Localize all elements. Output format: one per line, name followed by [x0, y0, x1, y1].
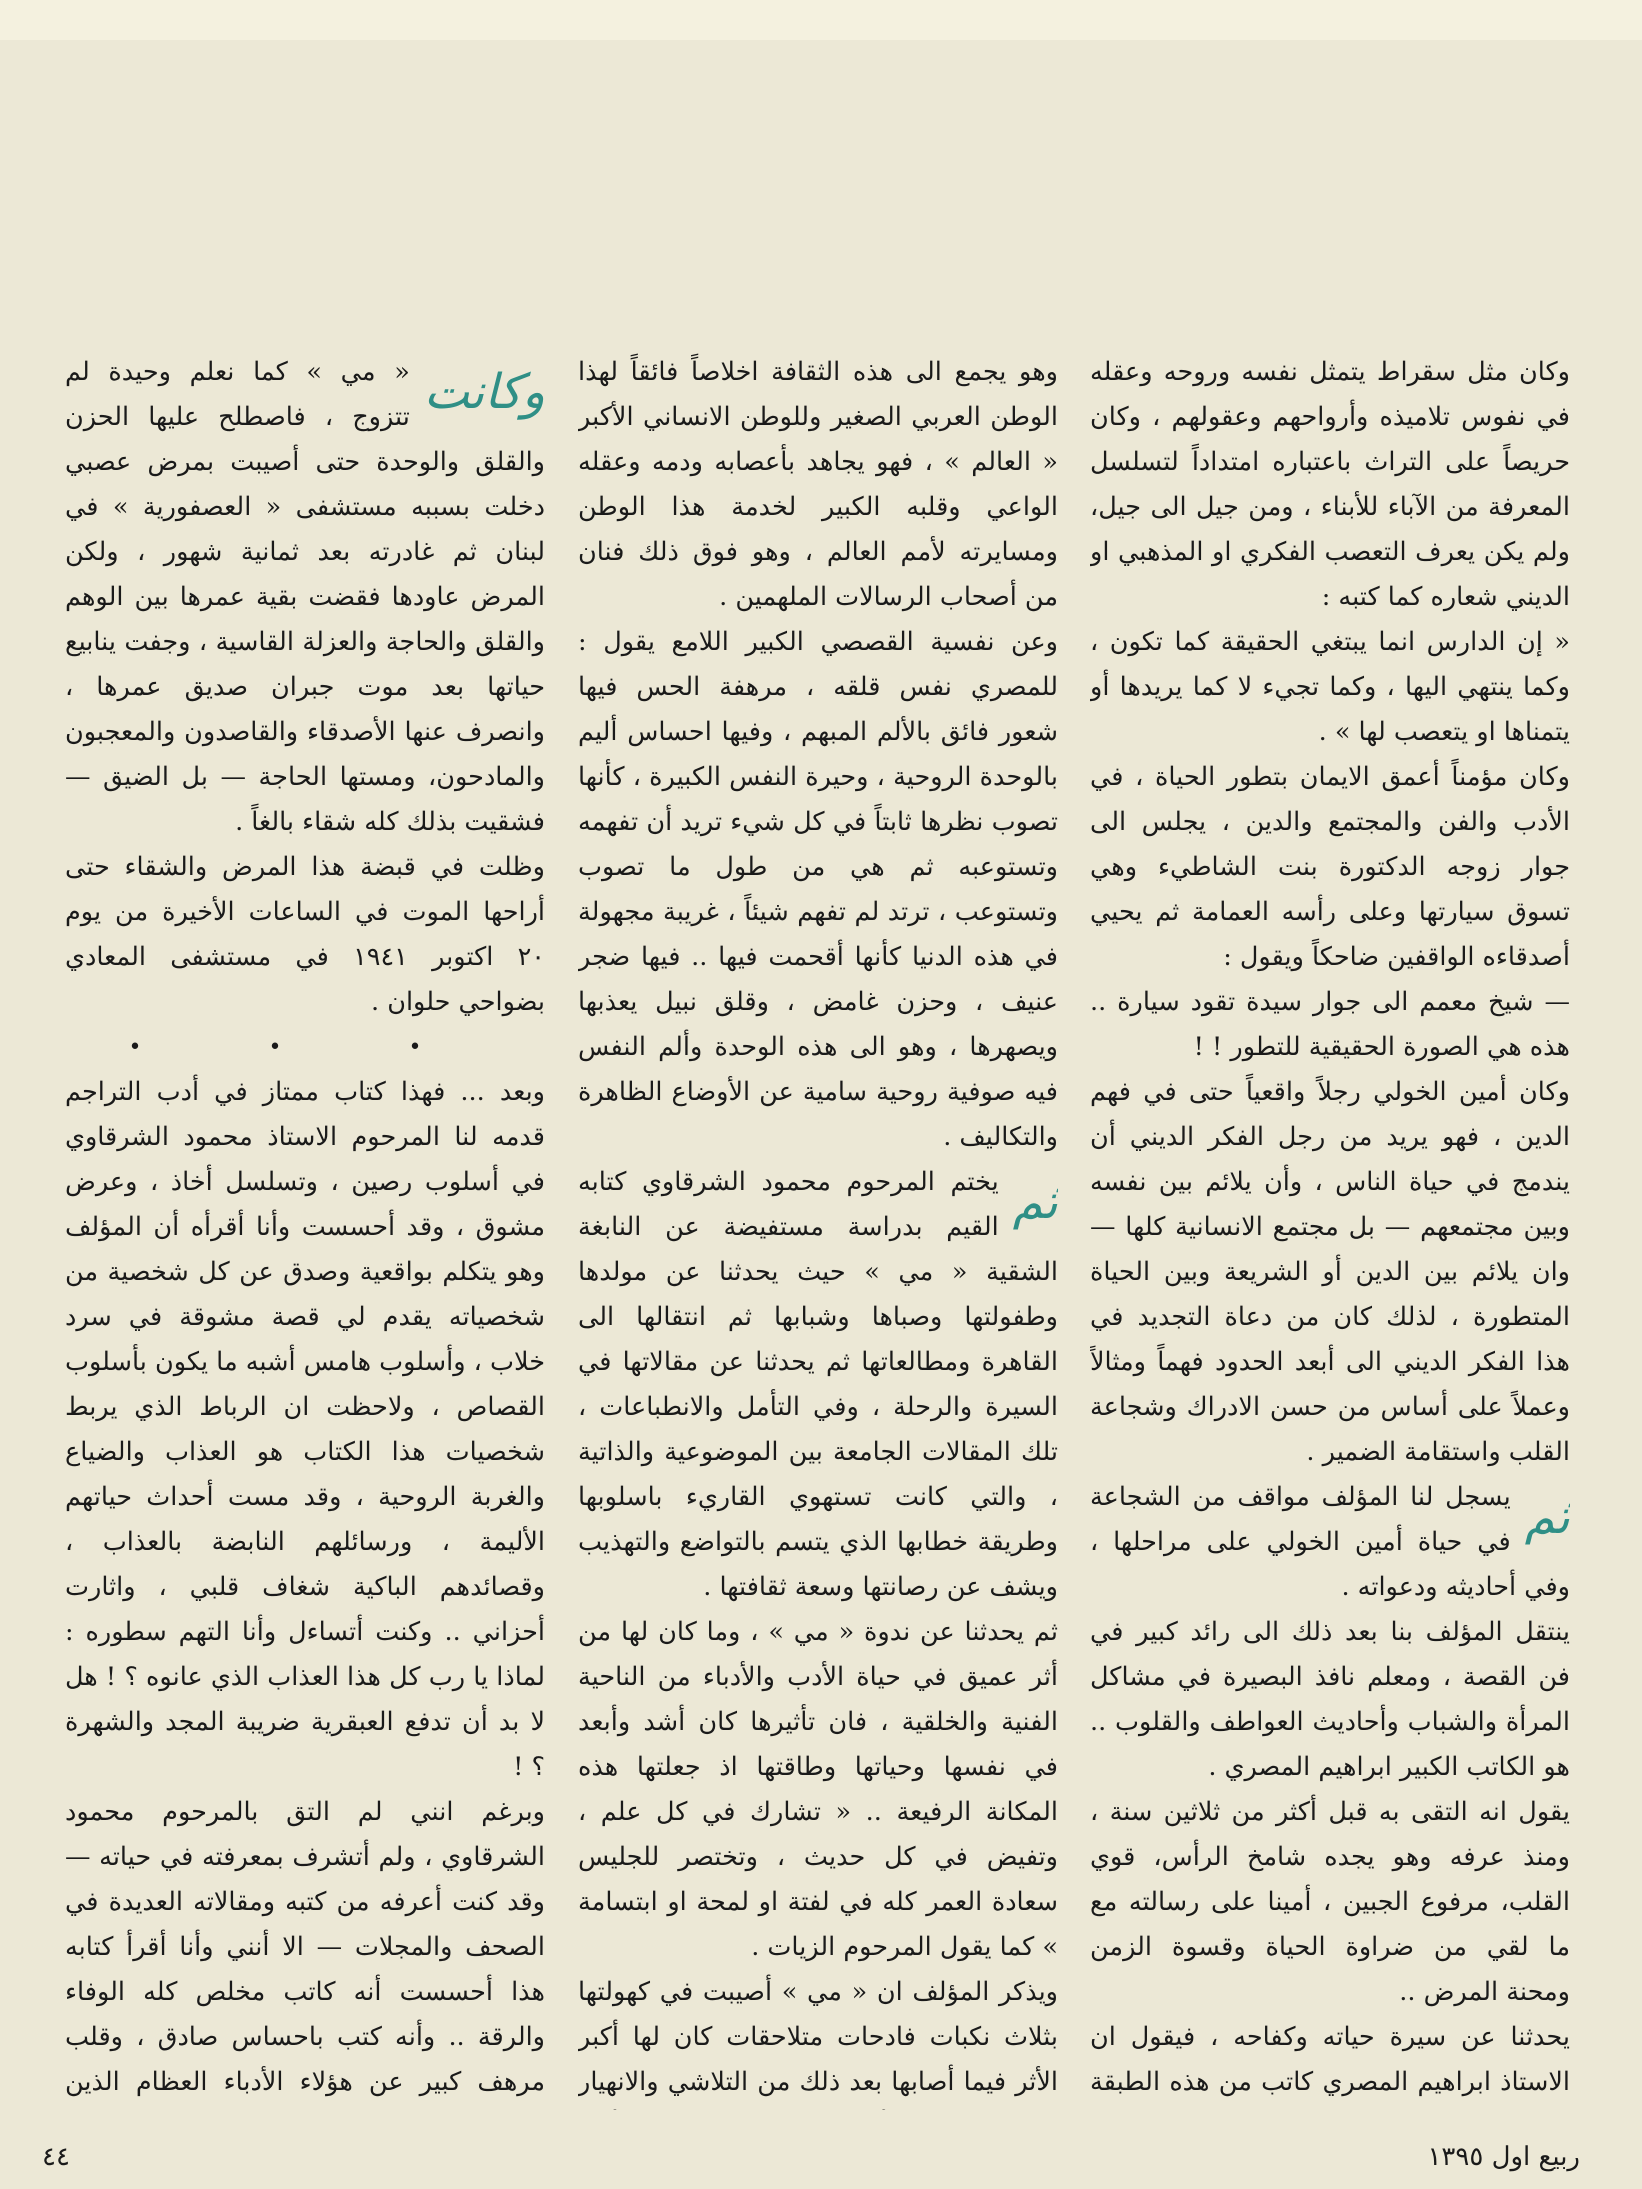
paragraph-with-dropcap	[578, 1160, 1058, 1610]
paragraph: وكان مثل سقراط يتمثل نفسه وروحه وعقله في نفوس تلاميذه وأرواحهم وعقولهم ، وكان حريصاً على التراث باعتباره امتداداً لتسلسل المعرفة من الآباء للأبناء ، ومن جيل الى جيل، ولم يكن يعرف التعصب الفكري او المذهبي او الديني شعاره كما كتبه :	[1090, 357, 1570, 612]
paragraph	[65, 1790, 545, 2110]
paragraph: ثم يحدثنا عن ندوة « مي » ، وما كان لها من أثر عميق في حياة الأدب والأدباء من الناحية الفنية والخلقية ، فان تأثيرها كان أشد وأبعد في نفسها وحياتها وطاقتها اذ جعلتها هذه المكانة الرفيعة .. « تشارك في كل علم ، وتفيض في كل حديث ، وتختصر للجليس سعادة العمر كله في لفتة او لمحة او ابتسامة » كما يقول المرحوم الزيات .	[578, 1617, 1058, 1962]
paragraph-text: يسجل لنا المؤلف مواقف من الشجاعة في حياة أمين الخولي على مراحلها ، وفي أحاديثه ودعواته .	[1090, 1482, 1570, 1602]
paragraph: يحدثنا عن سيرة حياته وكفاحه ، فيقول ان الاستاذ ابراهيم المصري كاتب من هذه الطبقة	[1090, 2022, 1570, 2097]
paragraph: — شيخ معمم الى جوار سيدة تقود سيارة .. هذه هي الصورة الحقيقية للتطور ! !	[1090, 987, 1570, 1062]
paragraph: ويذكر المؤلف ان « مي » أصيبت في كهولتها بثلاث نكبات فادحات متلاحقات كان لها أكبر الأثر فيما أصابها بعد ذلك من التلاشي والانهيار	[578, 1977, 1058, 2097]
paragraph: وبعد ... فهذا كتاب ممتاز في أدب التراجم قدمه لنا المرحوم الاستاذ محمود الشرقاوي في أسلوب رصين ، وتسلسل أخاذ ، وعرض مشوق ، وقد أحسست وأنا أقرأه أن المؤلف وهو يتكلم بواقعية وصدق عن كل شخصية من شخصياته يقدم لي قصة مشوقة في سرد خلاب ، وأسلوب هامس أشبه ما يكون بأسلوب القصاص ، ولاحظت ان الرباط الذي يربط شخصيات هذا الكتاب هو العذاب والضياع والغربة الروحية ، وقد مست أحداث حياتهم الأليمة ، ورسائلهم النابضة بالعذاب ، وقصائدهم الباكية شغاف قلبي ، واثارت أحزاني .. وكنت أتساءل وأنا التهم سطوره : لماذا يا رب كل هذا العذاب الذي عانوه ؟ ! هل لا بد أن تدفع العبقرية ضريبة المجد والشهرة ؟ !	[65, 1077, 545, 1782]
article-column-right	[1090, 350, 1570, 2110]
page-number: ٤٤	[42, 2142, 70, 2172]
paragraph: وكان مؤمناً أعمق الايمان بتطور الحياة ، في الأدب والفن والمجتمع والدين ، يجلس الى جوار زوجه الدكتورة بنت الشاطيء وهي تسوق سيارتها وعلى رأسه العمامة ثم يحيي أصدقاءه الواقفين ضاحكاً ويقول :	[1090, 762, 1570, 972]
paragraph: وهو يجمع الى هذه الثقافة اخلاصاً فائقاً لهذا الوطن العربي الصغير وللوطن الانساني الأكبر « العالم » ، فهو يجاهد بأعصابه ودمه وعقله الواعي وقلبه الكبير لخدمة هذا الوطن ومسايرته لأمم العالم ، وهو فوق ذلك فنان من أصحاب الرسالات الملهمين .	[578, 357, 1058, 612]
article-column-left	[65, 350, 545, 2110]
paragraph: وظلت في قبضة هذا المرض والشقاء حتى أراحها الموت في الساعات الأخيرة من يوم ٢٠ اكتوبر ١٩٤١ في مستشفى المعادي بضواحي حلوان .	[65, 852, 545, 1017]
paragraph: « إن الدارس انما يبتغي الحقيقة كما تكون ، وكما ينتهي اليها ، وكما تجيء لا كما يريدها أو يتمناها او يتعصب لها » .	[1090, 627, 1570, 747]
dropcap: وكانت	[423, 364, 545, 420]
issue-date: ربيع اول ١٣٩٥	[1427, 2142, 1580, 2172]
paragraph-with-dropcap	[65, 350, 545, 845]
dropcap: ثم	[1012, 1174, 1058, 1230]
paragraph-with-dropcap	[1090, 1475, 1570, 1610]
paragraph-text: يختم المرحوم محمود الشرقاوي كتابه القيم بدراسة مستفيضة عن النابغة الشقية « مي » حيث يحدثنا عن مولدها وطفولتها وصباها وشبابها ثم انتقالها الى القاهرة ومطالعاتها ثم يحدثنا عن مقالاتها في السيرة والرحلة ، وفي التأمل والانطباعات ، تلك المقالات الجامعة بين الموضوعية والذاتية ، والتي كانت تستهوي القاريء باسلوبها وطريقة خطابها الذي يتسم بالتواضع والتهذيب ويشف عن رصانتها وسعة ثقافتها .	[578, 1167, 1058, 1602]
paragraph-text: « مي » كما نعلم وحيدة لم تتزوج ، فاصطلح عليها الحزن والقلق والوحدة حتى أصيبت بمرض عصبي دخلت بسببه مستشفى « العصفورية » في لبنان ثم غادرته بعد ثمانية شهور ، ولكن المرض عاودها فقضت بقية عمرها بين الوهم والقلق والحاجة والعزلة القاسية ، وجفت ينابيع حياتها بعد موت جبران صديق عمرها ، وانصرف عنها الأصدقاء والقاصدون والمعجبون والمادحون، ومستها الحاجة — بل الضيق — فشقيت بذلك كله شقاء بالغاً .	[65, 357, 545, 837]
paragraph: ينتقل المؤلف بنا بعد ذلك الى رائد كبير في فن القصة ، ومعلم نافذ البصيرة في مشاكل المرأة والشباب وأحاديث العواطف والقلوب .. هو الكاتب الكبير ابراهيم المصري .	[1090, 1617, 1570, 1782]
page-top-band	[0, 0, 1642, 40]
dropcap: ثم	[1524, 1489, 1570, 1545]
paragraph-text: وبرغم انني لم التق بالمرحوم محمود الشرقاوي ، ولم أتشرف بمعرفته في حياته — وقد كنت أعرفه من كتبه ومقالاته العديدة في الصحف والمجلات — الا أنني وأنا أقرأ كتابه هذا أحسست أنه كاتب مخلص كله الوفاء والرقة .. وأنه كتب باحساس صادق ، وقلب مرهف كبير عن هؤلاء الأدباء العظام الذين	[65, 1797, 545, 2097]
paragraph: يقول انه التقى به قبل أكثر من ثلاثين سنة ، ومنذ عرفه وهو يجده شامخ الرأس، قوي القلب، مرفوع الجبين ، أمينا على رسالته مع ما لقي من ضراوة الحياة وقسوة الزمن ومحنة المرض ..	[1090, 1797, 1570, 2007]
article-column-middle	[578, 350, 1058, 2110]
section-separator: • • •	[128, 1035, 482, 1060]
paragraph: وكان أمين الخولي رجلاً واقعياً حتى في فهم الدين ، فهو يريد من رجل الفكر الديني أن يندمج في حياة الناس ، وأن يلائم بين نفسه وبين مجتمعهم — بل مجتمع الانسانية كلها — وان يلائم بين الدين أو الشريعة وبين الحياة المتطورة ، لذلك كان من دعاة التجديد في هذا الفكر الديني الى أبعد الحدود فهماً ومثالاً وعملاً على أساس من حسن الادراك وشجاعة القلب واستقامة الضمير .	[1090, 1077, 1570, 1467]
paragraph: وعن نفسية القصصي الكبير اللامع يقول : للمصري نفس قلقه ، مرهفة الحس فيها شعور فائق بالألم المبهم ، وفيها احساس أليم بالوحدة الروحية ، وحيرة النفس الكبيرة ، كأنها تصوب نظرها ثابتاً في كل شيء تريد أن تفهمه وتستوعبه ثم هي من طول ما تصوب وتستوعب ، ترتد لم تفهم شيئاً ، غريبة مجهولة في هذه الدنيا كأنها أقحمت فيها .. فيها ضجر عنيف ، وحزن غامض ، وقلق نبيل يعذبها ويصهرها ، وهو الى هذه الوحدة وألم النفس فيه صوفية روحية سامية عن الأوضاع الظاهرة والتكاليف .	[578, 627, 1058, 1152]
